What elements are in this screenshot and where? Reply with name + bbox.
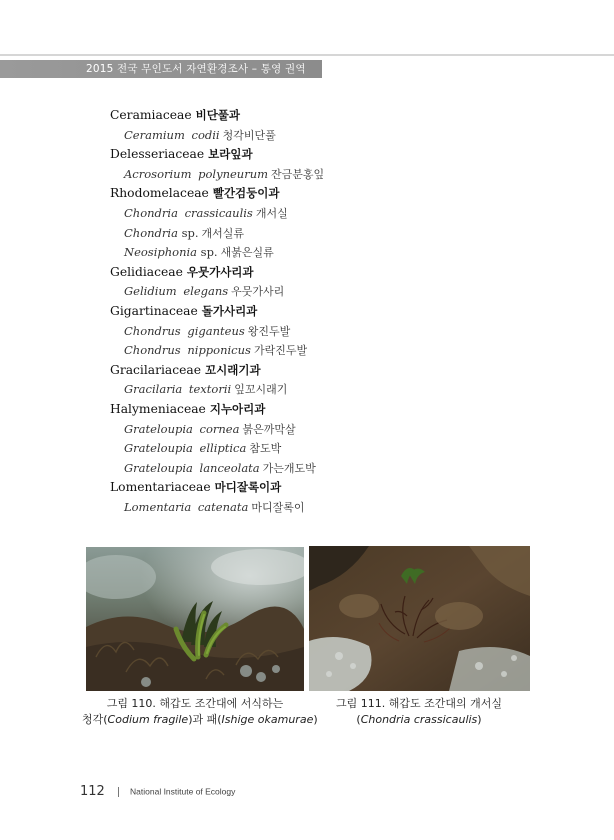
family-korean-name: 보라잎과 xyxy=(208,147,253,162)
species-row xyxy=(110,165,510,185)
figure-111-caption xyxy=(306,696,532,728)
species-scientific-name: Gracilaria textorii xyxy=(124,382,232,397)
page-number: 112 xyxy=(80,784,105,799)
species-korean-name: 잎꼬시래기 xyxy=(234,383,288,397)
species-korean-name: 왕진두발 xyxy=(247,324,291,338)
species-row xyxy=(110,243,510,263)
species-scientific-name: Ceramium codii xyxy=(124,127,220,142)
species-scientific-name: Chondrus giganteus xyxy=(124,323,245,338)
family-korean-name: 지누아리과 xyxy=(209,401,266,416)
figure-111-caption-line2 xyxy=(306,712,532,728)
species-scientific-name: Chondria crassicaulis xyxy=(124,205,253,220)
family-scientific-name: Gracilariaceae xyxy=(110,362,202,377)
species-korean-name: 참도박 xyxy=(249,442,282,456)
figure-110-caption-line1: 그림 110. 해갑도 조간대에 서식하는 xyxy=(106,697,284,710)
page-footer xyxy=(80,781,235,797)
species-scientific-name: Gelidium elegans xyxy=(124,284,229,299)
species-scientific-name: Grateloupia cornea xyxy=(124,421,240,436)
species-row xyxy=(110,459,510,479)
family-scientific-name: Halymeniaceae xyxy=(110,401,206,416)
species-korean-name: 잔금분홍잎 xyxy=(271,167,325,181)
species-korean-name: 가는개도박 xyxy=(262,461,316,475)
caption-text: ) xyxy=(313,713,318,726)
figure-111-caption-line1: 그림 111. 해갑도 조간대의 개서실 xyxy=(336,697,502,710)
species-korean-name: 우뭇가사리 xyxy=(231,285,285,299)
species-row xyxy=(110,498,510,518)
family-korean-name: 돌가사리과 xyxy=(201,303,258,318)
caption-text: )과 패( xyxy=(188,713,222,726)
species-korean-name: 개서실류 xyxy=(201,226,245,240)
family-row xyxy=(110,361,510,381)
species-scientific-name: Lomentaria catenata xyxy=(124,499,249,514)
family-row xyxy=(110,400,510,420)
species-name-ishige: Ishige okamurae xyxy=(221,713,314,726)
species-korean-name: 개서실 xyxy=(255,206,288,220)
species-qualifier: sp. xyxy=(197,245,218,260)
family-scientific-name: Gigartinaceae xyxy=(110,303,198,318)
family-korean-name: 빨간검둥이과 xyxy=(212,186,280,201)
family-row xyxy=(110,106,510,126)
species-korean-name: 붉은까막살 xyxy=(242,422,296,436)
figure-110-caption-line2 xyxy=(82,712,318,728)
species-row xyxy=(110,380,510,400)
family-korean-name: 우뭇가사리과 xyxy=(186,264,254,279)
caption-text: 청각( xyxy=(82,713,108,726)
species-name-codium: Codium fragile xyxy=(107,713,189,726)
species-scientific-name: Grateloupia lanceolata xyxy=(124,460,260,475)
species-scientific-name: Grateloupia elliptica xyxy=(124,441,247,456)
species-row xyxy=(110,282,510,302)
family-row xyxy=(110,263,510,283)
photo-codium-ishige xyxy=(86,547,304,691)
family-row xyxy=(110,184,510,204)
species-row xyxy=(110,322,510,342)
species-row xyxy=(110,439,510,459)
family-scientific-name: Gelidiaceae xyxy=(110,264,183,279)
species-row xyxy=(110,341,510,361)
species-korean-name: 가락진두발 xyxy=(253,344,308,358)
species-name-chondria: Chondria crassicaulis xyxy=(360,713,478,726)
species-row xyxy=(110,224,510,244)
species-scientific-name: Chondria xyxy=(124,225,178,240)
family-korean-name: 마디잘록이과 xyxy=(214,480,282,495)
family-scientific-name: Ceramiaceae xyxy=(110,108,192,122)
footer-divider xyxy=(118,787,119,797)
taxa-list xyxy=(110,106,510,517)
species-row xyxy=(110,204,510,224)
family-scientific-name: Rhodomelaceae xyxy=(110,186,209,201)
figure-110-caption xyxy=(82,696,318,728)
caption-text: ) xyxy=(477,713,482,726)
species-scientific-name: Chondrus nipponicus xyxy=(124,343,251,358)
species-korean-name: 청각비단풀 xyxy=(222,128,276,142)
running-header-title: 2015 전국 무인도서 자연환경조사 – 통영 권역 xyxy=(86,63,306,75)
family-row xyxy=(110,478,510,498)
species-row xyxy=(110,420,510,440)
family-scientific-name: Lomentariaceae xyxy=(110,480,211,495)
family-row xyxy=(110,302,510,322)
species-scientific-name: Acrosorium polyneurum xyxy=(124,166,269,181)
species-korean-name: 마디잘록이 xyxy=(251,500,305,514)
top-rule xyxy=(0,54,614,56)
family-row xyxy=(110,145,510,165)
family-korean-name: 비단풀과 xyxy=(195,108,241,122)
family-scientific-name: Delesseriaceae xyxy=(110,147,205,162)
caption-text: ( xyxy=(356,713,361,726)
organization-name: National Institute of Ecology xyxy=(130,786,236,797)
species-scientific-name: Neosiphonia xyxy=(124,245,198,260)
photo-chondria xyxy=(309,546,530,691)
species-qualifier: sp. xyxy=(177,225,199,240)
species-korean-name: 새붉은실류 xyxy=(220,246,274,260)
family-korean-name: 꼬시래기과 xyxy=(205,362,261,377)
species-row xyxy=(110,126,510,146)
